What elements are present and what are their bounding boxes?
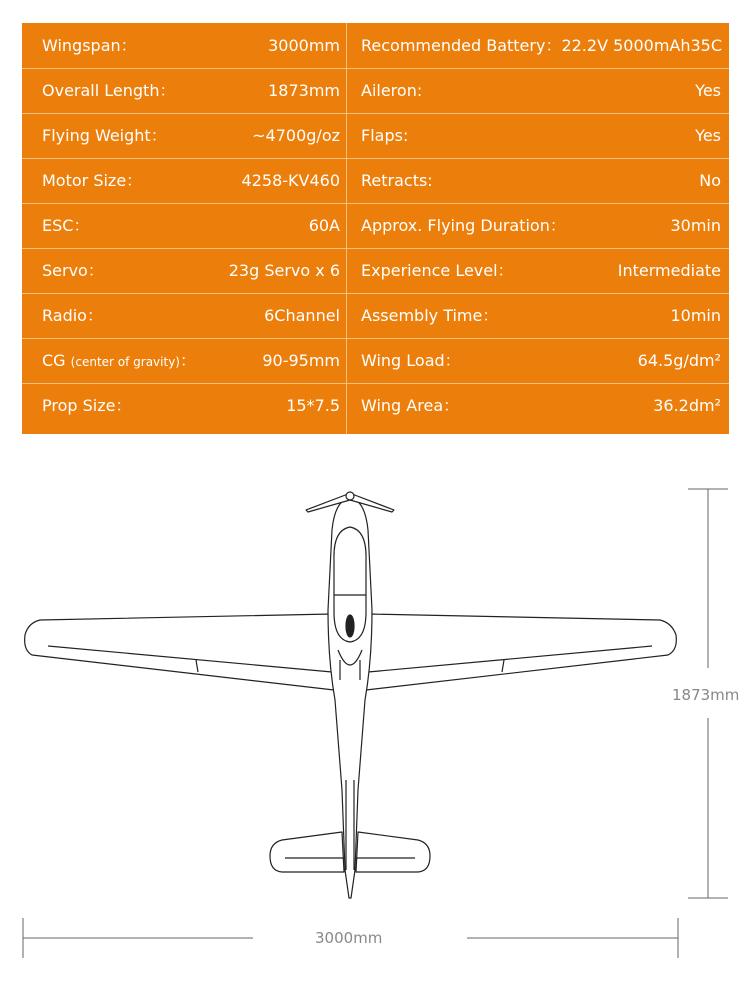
spec-row-battery (347, 23, 729, 68)
spec-value: 3000mm (268, 36, 340, 55)
spec-label: Recommended Battery：22.2V 5000mAh35C (361, 36, 723, 55)
airplane-drawing (0, 440, 750, 1001)
spec-row-experience-level (347, 248, 729, 293)
spec-value: 10min (670, 306, 721, 325)
spec-row-wingspan (22, 23, 346, 68)
spec-value: 15*7.5 (286, 396, 340, 415)
spec-label: Flaps: (361, 126, 409, 145)
spec-label: Servo： (42, 261, 104, 280)
row-divider (22, 338, 729, 339)
spec-value: Yes (695, 81, 721, 100)
spec-label: Aileron: (361, 81, 423, 100)
spec-label: Approx. Flying Duration： (361, 216, 566, 235)
horizontal-stabilizer (270, 832, 344, 872)
spec-row-prop-size (22, 383, 346, 428)
spec-label: Wingspan： (42, 36, 137, 55)
wingspan-label: 3000mm (315, 929, 383, 947)
spec-value: 64.5g/dm² (637, 351, 721, 370)
spec-value: ~4700g/oz (252, 126, 340, 145)
spec-value: 23g Servo x 6 (228, 261, 340, 280)
spec-column-left (22, 23, 346, 434)
spec-value: 36.2dm² (653, 396, 721, 415)
spec-table (22, 23, 729, 434)
spec-label-suffix: ： (179, 351, 196, 370)
row-divider (22, 158, 729, 159)
spec-row-esc (22, 203, 346, 248)
row-divider (22, 248, 729, 249)
spec-row-overall-length (22, 68, 346, 113)
spec-label: Prop Size： (42, 396, 132, 415)
spec-value: No (699, 171, 721, 190)
spec-row-flying-weight (22, 113, 346, 158)
row-divider (22, 113, 729, 114)
spec-row-flying-duration (347, 203, 729, 248)
spec-label: Experience Level： (361, 261, 514, 280)
spec-label: ESC： (42, 216, 90, 235)
spec-value: Yes (695, 126, 721, 145)
left-wing (25, 614, 334, 690)
spec-value: 60A (308, 216, 340, 235)
spec-label: Wing Load： (361, 351, 461, 370)
spec-label: Wing Area： (361, 396, 460, 415)
spec-row-flaps (347, 113, 729, 158)
row-divider (22, 203, 729, 204)
spec-value: Intermediate (617, 261, 721, 280)
spec-label: Assembly Time： (361, 306, 499, 325)
horizontal-stabilizer-right (356, 832, 430, 872)
airplane-top-view-icon (25, 492, 677, 898)
spec-label: Motor Size： (42, 171, 143, 190)
row-divider (22, 383, 729, 384)
spec-row-aileron (347, 68, 729, 113)
spec-row-retracts (347, 158, 729, 203)
spec-value: 4258-KV460 (241, 171, 340, 190)
spec-label (42, 338, 196, 385)
spec-value: 30min (670, 216, 721, 235)
row-divider (22, 293, 729, 294)
spec-label: Flying Weight： (42, 126, 167, 145)
spec-row-wing-area (347, 383, 729, 428)
spec-row-wing-load (347, 338, 729, 383)
right-wing (366, 614, 676, 690)
spec-value: 90-95mm (262, 351, 340, 370)
spec-row-motor-size (22, 158, 346, 203)
spec-row-radio (22, 293, 346, 338)
spec-label: Radio： (42, 306, 103, 325)
spec-column-right (347, 23, 729, 434)
spec-value: 1873mm (268, 81, 340, 100)
cockpit-detail (346, 615, 354, 637)
spinner (346, 492, 354, 500)
row-divider (22, 68, 729, 69)
spec-row-cg (22, 338, 346, 383)
spec-label-note: (center of gravity) (70, 355, 180, 369)
length-label: 1873mm (672, 686, 740, 704)
spec-row-assembly-time (347, 293, 729, 338)
spec-value: 6Channel (264, 306, 340, 325)
spec-label: Retracts: (361, 171, 433, 190)
spec-label-main: CG (42, 351, 66, 370)
spec-row-servo (22, 248, 346, 293)
spec-label: Overall Length： (42, 81, 176, 100)
